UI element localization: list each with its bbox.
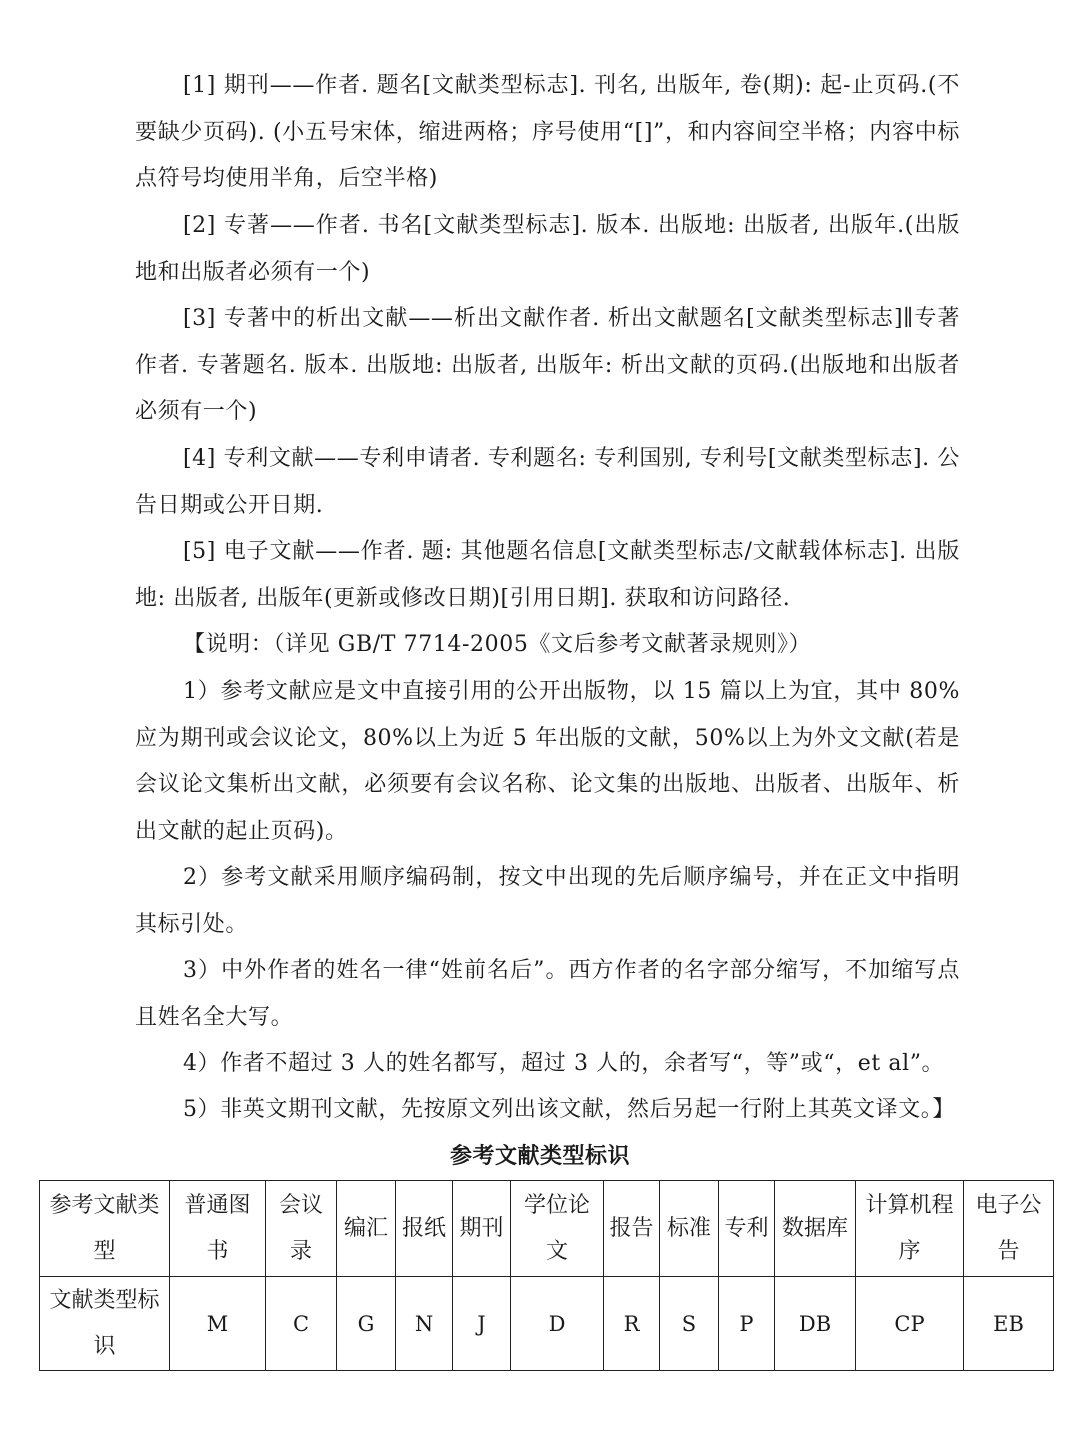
code-cell: DB xyxy=(775,1277,856,1371)
type-cell: 专利 xyxy=(719,1181,775,1277)
note-item-3: 3）中外作者的姓名一律“姓前名后”。西方作者的名字部分缩写，不加缩写点且姓名全大写。 xyxy=(135,958,960,1030)
row-header-code: 文献类型标识 xyxy=(40,1277,170,1371)
type-cell: 期刊 xyxy=(453,1181,511,1277)
reference-format-monograph: [2] 专著——作者. 书名[文献类型标志]. 版本. 出版地: 出版者, 出版年.(出版地和出版者必须有一个) xyxy=(135,213,960,285)
note-item-4: 4）作者不超过 3 人的姓名都写，超过 3 人的，余者写“，等”或“，et al”。 xyxy=(183,1051,945,1076)
type-cell: 编汇 xyxy=(337,1181,396,1277)
row-header-type: 参考文献类型 xyxy=(40,1181,170,1277)
type-cell: 普通图书 xyxy=(170,1181,266,1277)
table-row-codes xyxy=(40,1277,1054,1371)
type-cell: 报告 xyxy=(604,1181,660,1277)
note-item-2: 2）参考文献采用顺序编码制，按文中出现的先后顺序编号，并在正文中指明其标引处。 xyxy=(135,865,960,937)
reference-type-table xyxy=(39,1180,1054,1371)
note-item-5: 5）非英文期刊文献，先按原文列出该文献，然后另起一行附上其英文译文。】 xyxy=(183,1097,955,1122)
type-cell: 标准 xyxy=(660,1181,719,1277)
table-row-types xyxy=(40,1181,1054,1277)
code-cell: EB xyxy=(964,1277,1054,1371)
reference-format-patent: [4] 专利文献——专利申请者. 专利题名: 专利国别, 专利号[文献类型标志]. 公告日期或公开日期. xyxy=(135,446,960,518)
code-cell: R xyxy=(604,1277,660,1371)
type-cell: 会议录 xyxy=(266,1181,337,1277)
notes-heading: 【说明：（详见 GB/T 7714-2005《文后参考文献著录规则》） xyxy=(183,632,812,657)
code-cell: P xyxy=(719,1277,775,1371)
reference-format-electronic: [5] 电子文献——作者. 题: 其他题名信息[文献类型标志/文献载体标志]. 出版地: 出版者, 出版年(更新或修改日期)[引用日期]. 获取和访问路径. xyxy=(135,539,960,611)
code-cell: C xyxy=(266,1277,337,1371)
note-item-1: 1）参考文献应是文中直接引用的公开出版物，以 15 篇以上为宜，其中 80%应为期刊或会议论文，80%以上为近 5 年出版的文献，50%以上为外文文献(若是会议论文集析出文献，必须要有会议名称、论文集的出版地、出版者、出版年、析出文献的起止页码)。 xyxy=(135,679,960,844)
table-title: 参考文献类型标识 xyxy=(449,1144,630,1169)
code-cell: N xyxy=(396,1277,453,1371)
reference-format-monograph-part: [3] 专著中的析出文献——析出文献作者. 析出文献题名[文献类型标志]∥专著作者. 专著题名. 版本. 出版地: 出版者, 出版年: 析出文献的页码.(出版地和出版者必须有一个) xyxy=(135,306,960,424)
type-cell: 学位论文 xyxy=(511,1181,604,1277)
code-cell: CP xyxy=(856,1277,964,1371)
code-cell: S xyxy=(660,1277,719,1371)
type-cell: 数据库 xyxy=(775,1181,856,1277)
code-cell: G xyxy=(337,1277,396,1371)
code-cell: M xyxy=(170,1277,266,1371)
code-cell: D xyxy=(511,1277,604,1371)
type-cell: 报纸 xyxy=(396,1181,453,1277)
type-cell: 计算机程序 xyxy=(856,1181,964,1277)
type-cell: 电子公告 xyxy=(964,1181,1054,1277)
code-cell: J xyxy=(453,1277,511,1371)
reference-format-journal: [1] 期刊——作者. 题名[文献类型标志]. 刊名, 出版年, 卷(期): 起-止页码.(不要缺少页码). (小五号宋体，缩进两格；序号使用“[]”，和内容间空半格；内容中标点符号均使用半角，后空半格) xyxy=(135,73,960,191)
